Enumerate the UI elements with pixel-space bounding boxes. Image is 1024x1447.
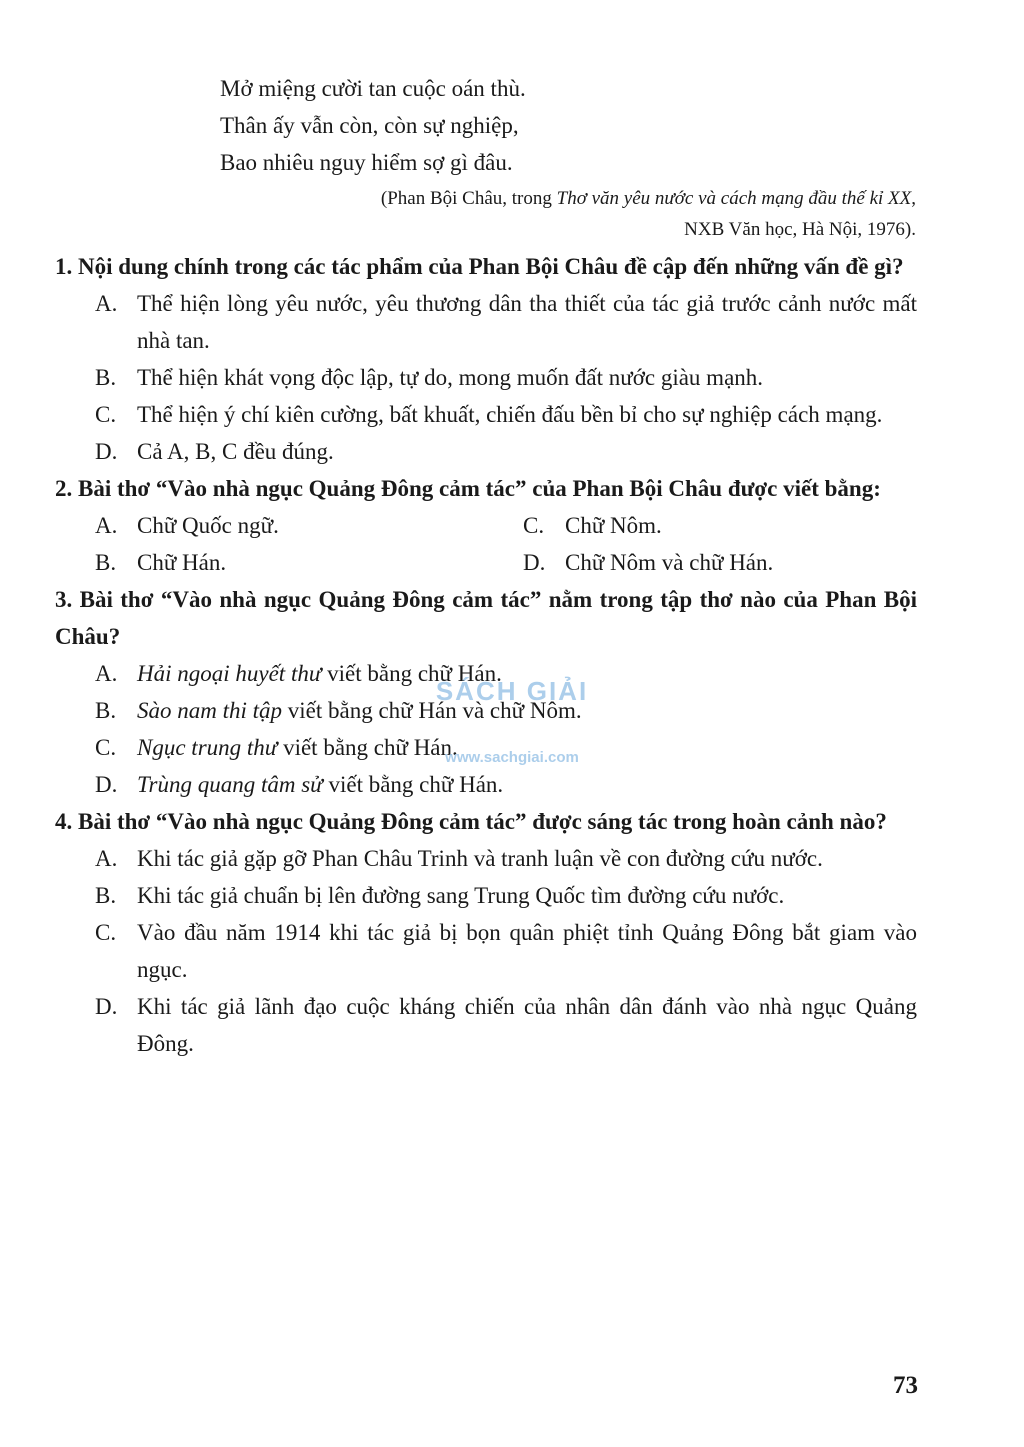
citation-prefix: (Phan Bội Châu, trong [380,188,557,209]
collection-title: Sào nam thi tập [137,698,283,723]
option-letter: B. [95,698,117,723]
question-4-option-c [55,914,917,988]
question-3-text: 3. Bài thơ “Vào nhà ngục Quảng Đông cảm tác” nằm trong tập thơ nào của Phan Bội Châu? [55,587,917,649]
poem-excerpt [220,70,526,181]
collection-title: Hải ngoại huyết thư [137,661,322,686]
option-text: viết bằng chữ Hán. [322,772,504,797]
option-letter: C. [95,735,117,760]
option-letter: C. [95,402,117,427]
question-2-options [55,507,917,581]
watermark-url: www.sachgiai.com [445,749,579,766]
question-1-text: 1. Nội dung chính trong các tác phẩm của Phan Bội Châu đề cập đến những vấn đề gì? [55,254,904,279]
poem-line: Bao nhiêu nguy hiểm sợ gì đâu. [220,150,513,175]
watermark [412,676,612,768]
page-number: 73 [893,1372,918,1399]
question-4-option-b [55,877,917,914]
question-2-option-a [55,507,523,544]
collection-title: Trùng quang tâm sử [137,772,323,797]
question-2-option-c [523,507,917,544]
citation-line-1 [381,183,916,214]
option-text: Thể hiện lòng yêu nước, yêu thương dân tha thiết của tác giả trước cảnh nước mất nhà tan. [137,291,917,353]
option-letter: B. [95,365,117,390]
question-3-option-d [55,766,917,803]
option-letter: C. [95,920,117,945]
poem-source-citation [381,183,916,245]
option-text: Thể hiện khát vọng độc lập, tự do, mong muốn đất nước giàu mạnh. [137,365,764,390]
collection-title: Ngục trung thư [137,735,278,760]
option-text: Thể hiện ý chí kiên cường, bất khuất, chiến đấu bền bỉ cho sự nghiệp cách mạng. [137,402,883,427]
option-letter: D. [95,994,118,1019]
option-letter: D. [95,772,118,797]
option-text: Khi tác giả lãnh đạo cuộc kháng chiến của nhân dân đánh vào nhà ngục Quảng Đông. [137,994,917,1056]
option-letter: B. [95,550,117,575]
option-text: Chữ Nôm. [565,513,662,538]
question-2-option-d [523,544,917,581]
option-letter: D. [95,439,118,464]
option-text: Chữ Nôm và chữ Hán. [565,550,774,575]
option-text: Chữ Hán. [137,550,227,575]
citation-suffix: , [911,188,916,209]
option-letter: A. [95,291,118,316]
question-2-option-b [55,544,523,581]
question-1-option-c [55,396,917,433]
option-letter: A. [95,846,118,871]
option-text: viết bằng chữ Hán. [277,735,458,760]
question-1-option-a [55,285,917,359]
citation-line-2: NXB Văn học, Hà Nội, 1976). [684,219,916,240]
question-4-option-d [55,988,917,1062]
option-text: Cả A, B, C đều đúng. [137,439,334,464]
poem-line: Thân ấy vẫn còn, còn sự nghiệp, [220,113,519,138]
option-text: viết bằng chữ Hán và chữ Nôm. [282,698,582,723]
watermark-logo: SÁCH GIẢI [435,676,589,706]
question-4-option-a [55,840,917,877]
question-2-text: 2. Bài thơ “Vào nhà ngục Quảng Đông cảm tác” của Phan Bội Châu được viết bằng: [55,476,881,501]
poem-line: Mở miệng cười tan cuộc oán thù. [220,76,526,101]
question-list [55,248,917,1062]
option-text: viết bằng chữ Hán. [321,661,502,686]
option-letter: D. [523,550,546,575]
option-text: Vào đầu năm 1914 khi tác giả bị bọn quân phiệt tỉnh Quảng Đông bắt giam vào ngục. [137,920,917,982]
option-letter: B. [95,883,117,908]
option-text: Khi tác giả chuẩn bị lên đường sang Trung Quốc tìm đường cứu nước. [137,883,785,908]
option-text: Khi tác giả gặp gỡ Phan Châu Trinh và tranh luận về con đường cứu nước. [137,846,823,871]
option-letter: C. [523,513,545,538]
question-1-option-d [55,433,917,470]
question-4-text: 4. Bài thơ “Vào nhà ngục Quảng Đông cảm tác” được sáng tác trong hoàn cảnh nào? [55,809,887,834]
option-letter: A. [95,661,118,686]
option-letter: A. [95,513,118,538]
option-text: Chữ Quốc ngữ. [137,513,279,538]
question-1-option-b [55,359,917,396]
citation-book-title: Thơ văn yêu nước và cách mạng đầu thế kỉ XX [556,188,912,209]
